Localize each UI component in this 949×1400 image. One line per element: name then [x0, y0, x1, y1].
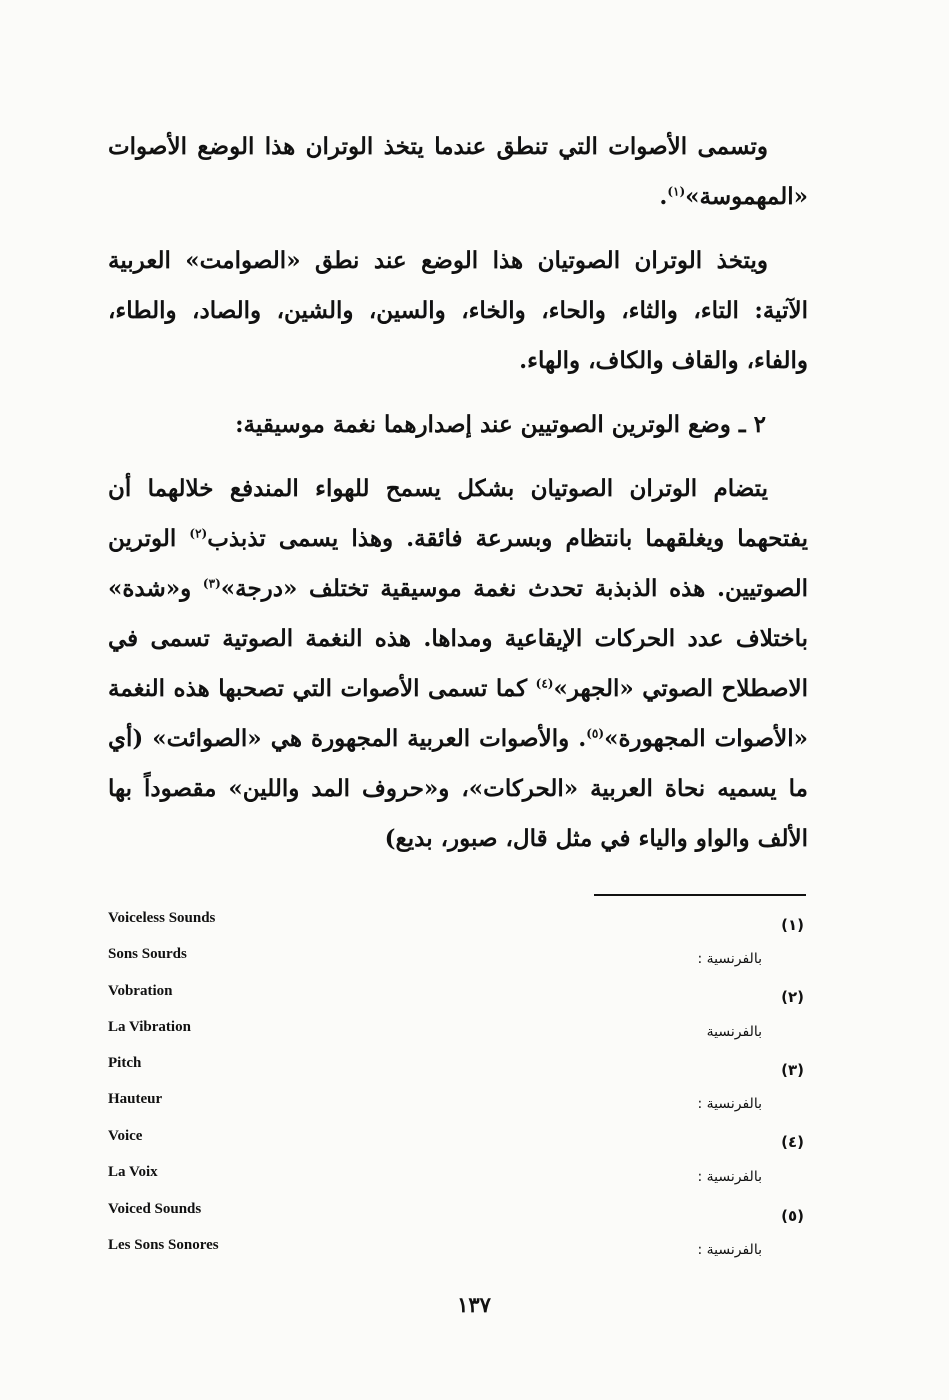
footnote-term-fr: La Vibration [108, 1019, 191, 1035]
footnote-term-fr: La Voix [108, 1164, 158, 1180]
footnote-term-en: Voiced Sounds [108, 1201, 202, 1217]
footnote-term-en: Voice [108, 1128, 143, 1144]
paragraph-3: يتضام الوتران الصوتيان بشكل يسمح للهواء المندفع خلالهما أن يفتحهما ويغلقهما بانتظام وبسرعة فائقة. وهذا يسمى تذبذب$^{(٢)}$ الوترين الصوتيين. هذه الذبذبة تحدث نغمة موسيقية تختلف «درجة»$^{(٣)}$ و«شدة» باختلاف عدد الحركات الإيقاعية ومداها. هذه النغمة الصوتية تسمى في الاصطلاح الصوتي «الجهر»$^{(٤)}$ كما تسمى الأصوات التي تصحبها هذه النغمة «الأصوات المجهورة»$^{(٥)}$. والأصوات العربية المجهورة هي «الصوائت» (أي ما يسميه نحاة العربية «الحركات»، و«حروف المد واللين» مقصوداً بها الألف والواو والياء في مثل قال، صبور، بديع) [108, 475, 808, 852]
footnote-divider [594, 894, 806, 896]
footnote-number: (٥) [781, 1207, 804, 1225]
footnote-ref-3: (٣) [202, 576, 221, 591]
footnote-language-label: بالفرنسية : [697, 951, 762, 967]
footnote-ref-5: (٥) [586, 726, 605, 741]
footnote-ref-2: (٢) [189, 526, 208, 541]
footnote-language-label: بالفرنسية : [697, 1169, 762, 1185]
footnote-term-en: Vobration [108, 983, 173, 999]
footnote-language-label: بالفرنسية : [697, 1096, 762, 1112]
page-number: ١٣٧ [457, 1292, 491, 1317]
footnote-number: (٢) [781, 988, 804, 1006]
section-heading: ٢ ـ وضع الوترين الصوتيين عند إصدارهما نغمة موسيقية: [235, 411, 766, 438]
main-text [108, 122, 808, 878]
footnote-term-en: Voiceless Sounds [108, 910, 216, 926]
paragraph-2: ويتخذ الوتران الصوتيان هذا الوضع عند نطق «الصوامت» العربية الآتية: التاء، والثاء، والحاء، والخاء، والسين، والشين، والصاد، والطاء، والفاء، والقاف والكاف، والهاء. [108, 247, 808, 374]
footnote-term-fr: Hauteur [108, 1091, 163, 1107]
footnote-number: (١) [781, 916, 804, 934]
footnote-term-fr: Sons Sourds [108, 946, 187, 962]
paragraph-1: وتسمى الأصوات التي تنطق عندما يتخذ الوتران هذا الوضع الأصوات «المهموسة»$^{(١)}$. [108, 133, 808, 210]
footnote-ref-1: (١) [667, 184, 686, 199]
footnote-language-label: بالفرنسية [706, 1024, 762, 1040]
footnote-term-fr: Les Sons Sonores [108, 1237, 219, 1253]
footnote-language-label: بالفرنسية : [697, 1242, 762, 1258]
footnote-number: (٣) [781, 1061, 804, 1079]
footnote-ref-4: (٤) [535, 676, 554, 691]
footnote-number: (٤) [781, 1133, 804, 1151]
footnote-term-en: Pitch [108, 1055, 142, 1071]
